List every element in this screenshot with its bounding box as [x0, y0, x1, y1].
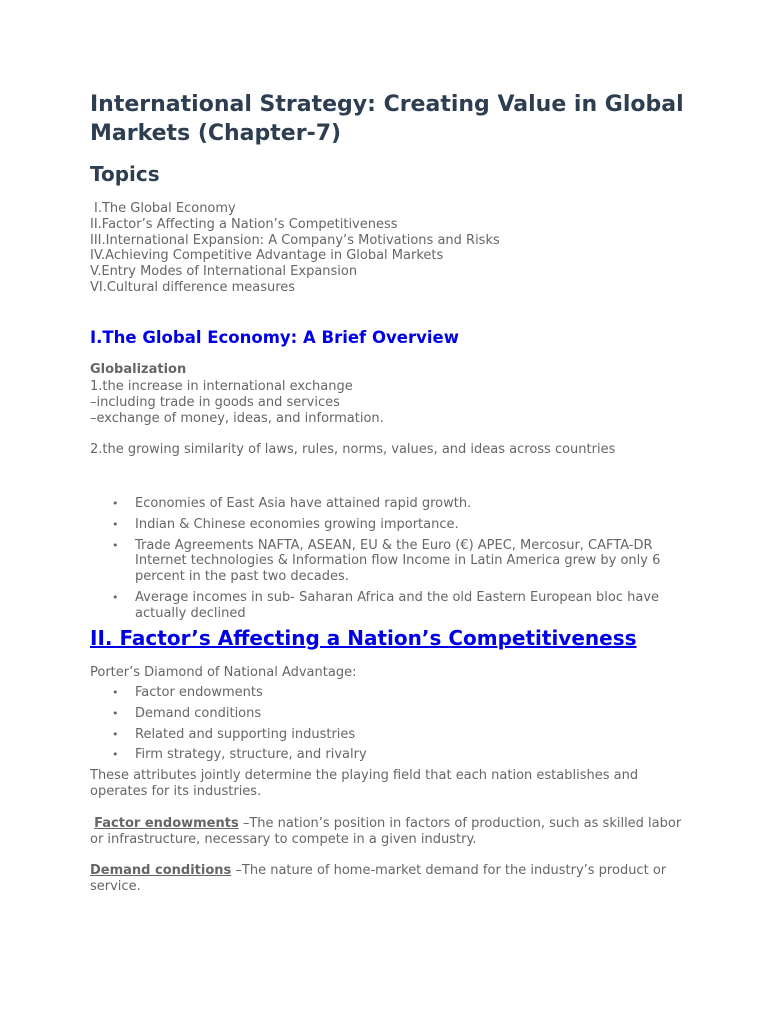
list-item [90, 590, 680, 622]
topics-list [90, 201, 500, 296]
global-economy-bullet-list [90, 496, 680, 627]
list-item-text: Firm strategy, structure, and rivalry [135, 747, 367, 763]
demand-conditions-term: Demand conditions [90, 863, 232, 878]
bullet-icon: • [112, 727, 119, 741]
list-item-text: Average incomes in sub- Saharan Africa and the old Eastern European bloc have actually declined [135, 589, 660, 621]
globalization-line: –including trade in goods and services [90, 394, 340, 410]
globalization-line: 1.the increase in international exchange [90, 379, 353, 394]
list-item [90, 685, 680, 701]
list-item [90, 747, 680, 763]
bullet-icon: • [112, 706, 119, 720]
list-item-text: Economies of East Asia have attained rapid growth. [135, 496, 472, 511]
list-item [90, 538, 680, 585]
porter-diamond-bullet-list [90, 685, 680, 768]
section-heading-competitiveness: II. Factor’s Affecting a Nation’s Competitiveness [90, 626, 637, 650]
demand-conditions-definition: –The nature of home-market demand for the industry’s product or service. [90, 863, 667, 894]
demand-conditions-paragraph [90, 863, 690, 895]
globalization-line: –exchange of money, ideas, and information. [90, 410, 384, 426]
attributes-summary-paragraph: These attributes jointly determine the playing field that each nation establishes and operates for its industries. [90, 768, 639, 799]
list-item-text: Indian & Chinese economies growing importance. [135, 516, 459, 532]
topics-heading: Topics [90, 162, 160, 186]
topic-item: II.Factor’s Affecting a Nation’s Competitiveness [90, 216, 398, 232]
globalization-points [90, 379, 384, 426]
list-item [90, 727, 680, 743]
list-item [90, 706, 680, 722]
topic-item: IV.Achieving Competitive Advantage in Global Markets [90, 248, 444, 264]
factor-endowments-definition: –The nation’s position in factors of production, such as skilled labor or infrastructure, necessary to compete in a given industry. [90, 816, 682, 847]
bullet-icon: • [112, 517, 119, 531]
globalization-label: Globalization [90, 362, 187, 377]
topic-item: VI.Cultural difference measures [90, 279, 296, 295]
topic-item: V.Entry Modes of International Expansion [90, 264, 358, 280]
topic-item: III.International Expansion: A Company’s Motivations and Risks [90, 232, 500, 248]
bullet-icon: • [112, 590, 119, 604]
bullet-icon: • [112, 748, 119, 762]
list-item [90, 517, 680, 533]
globalization-point-2: 2.the growing similarity of laws, rules, norms, values, and ideas across countries [90, 442, 616, 457]
document-title: International Strategy: Creating Value in Global Markets (Chapter-7) [90, 92, 684, 146]
list-item-text: Related and supporting industries [135, 726, 356, 742]
list-item-text: Demand conditions [135, 705, 262, 721]
section-heading-global-economy: I.The Global Economy: A Brief Overview [90, 328, 459, 347]
list-item-text: Trade Agreements NAFTA, ASEAN, EU & the Euro (€) APEC, Mercosur, CAFTA-DR Internet technologies & Information flow Income in Latin America grew by only 6 percent in the past two decades. [135, 537, 661, 585]
list-item-text: Factor endowments [135, 685, 263, 700]
topic-item: I.The Global Economy [94, 201, 236, 216]
bullet-icon: • [112, 497, 119, 510]
bullet-icon: • [112, 686, 119, 699]
list-item [90, 496, 680, 512]
bullet-icon: • [112, 538, 119, 552]
porter-diamond-intro: Porter’s Diamond of National Advantage: [90, 665, 357, 680]
factor-endowments-term: Factor endowments [94, 816, 239, 831]
factor-endowments-paragraph [90, 816, 690, 848]
